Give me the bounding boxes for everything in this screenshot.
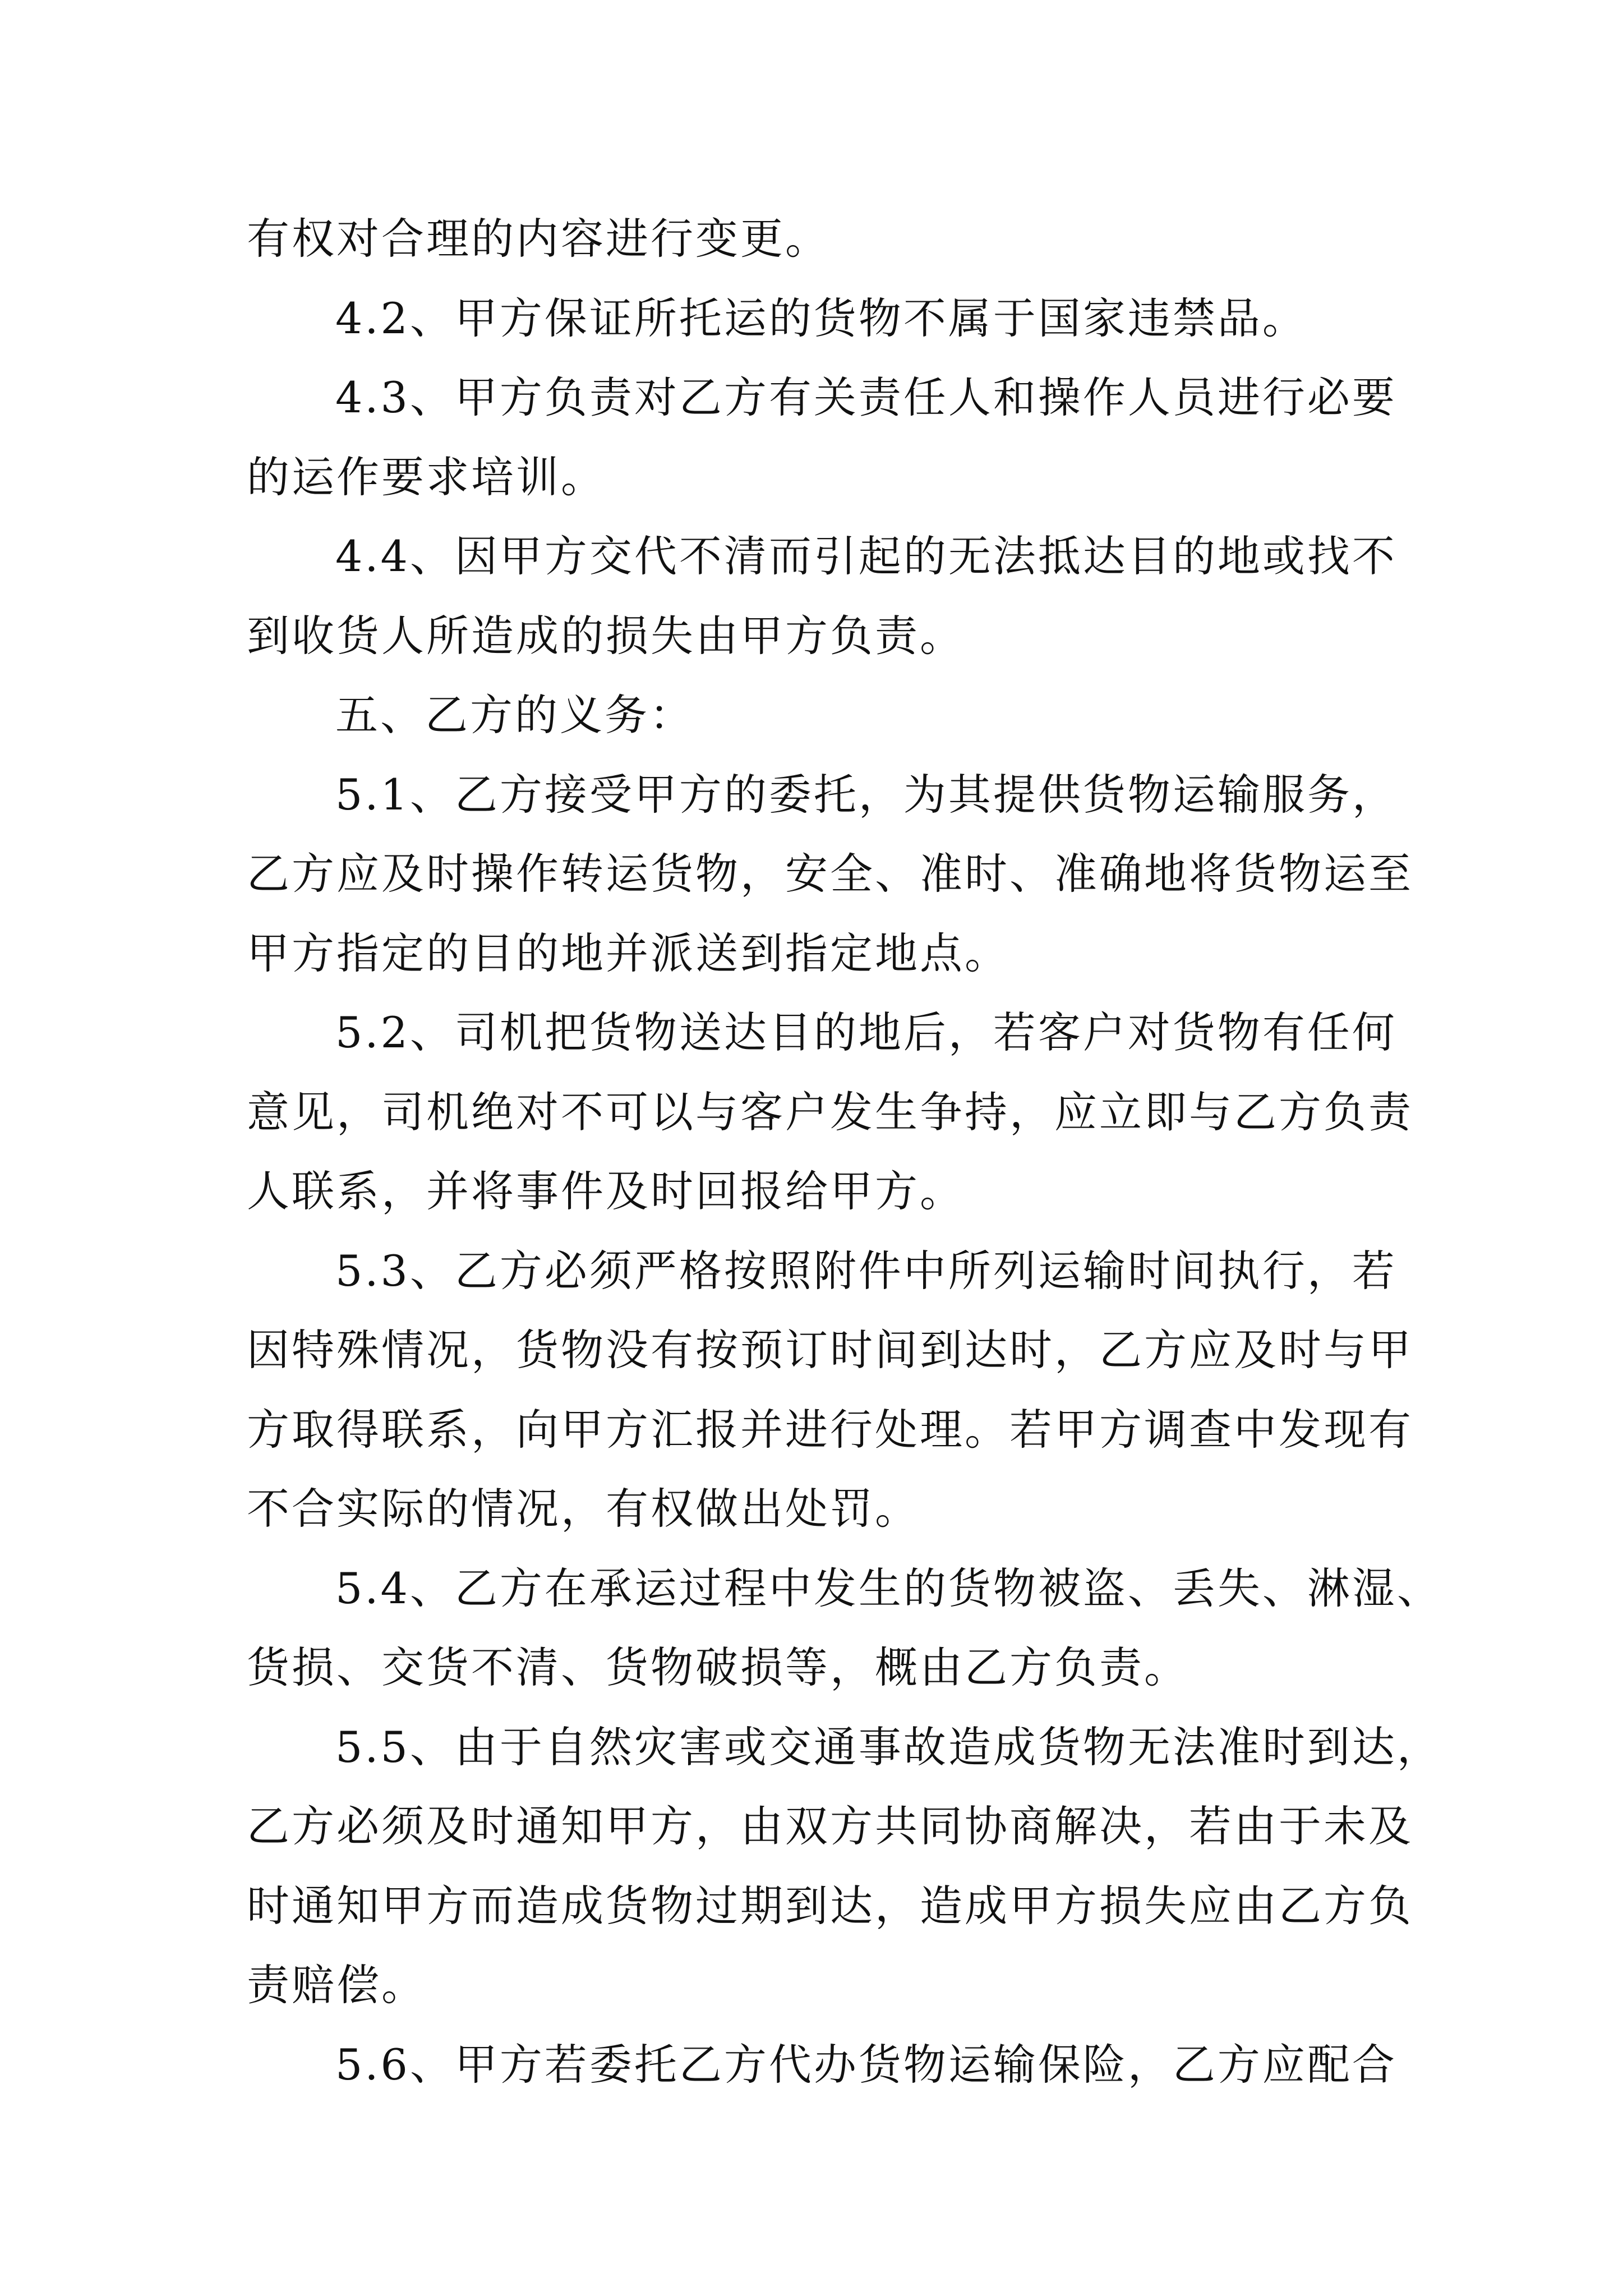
document-body [247, 199, 1442, 2104]
text-line: 4.2、甲方保证所托运的货物不属于国家违禁品。 [335, 293, 1307, 343]
text-line: 到收货人所造成的损失由甲方负责。 [247, 610, 965, 661]
text-line: 5.5、由于自然灾害或交通事故造成货物无法准时到达， [335, 1722, 1442, 1772]
text-line: 的运作要求培训。 [247, 452, 606, 502]
text-line: 时通知甲方而造成货物过期到达，造成甲方损失应由乙方负 [247, 1880, 1413, 1931]
text-line: 4.4、因甲方交代不清而引起的无法抵达目的地或找不 [335, 531, 1397, 581]
text-line: 意见，司机绝对不可以与客户发生争持，应立即与乙方负责 [247, 1087, 1413, 1137]
text-line: 不合实际的情况，有权做出处罚。 [247, 1484, 920, 1534]
text-line: 5.3、乙方必须严格按照附件中所列运输时间执行，若 [335, 1245, 1397, 1296]
text-line: 乙方必须及时通知甲方，由双方共同协商解决，若由于未及 [247, 1801, 1413, 1851]
text-line: 5.4、乙方在承运过程中发生的货物被盗、丢失、淋湿、 [335, 1563, 1442, 1613]
text-line: 4.3、甲方负责对乙方有关责任人和操作人员进行必要 [335, 372, 1397, 422]
text-line: 货损、交货不清、货物破损等，概由乙方负责。 [247, 1642, 1189, 1692]
text-line: 甲方指定的目的地并派送到指定地点。 [247, 928, 1009, 978]
text-line: 因特殊情况，货物没有按预订时间到达时，乙方应及时与甲 [247, 1325, 1413, 1375]
text-line: 人联系，并将事件及时回报给甲方。 [247, 1166, 965, 1216]
section-heading: 五、乙方的义务： [335, 690, 694, 740]
text-line: 有权对合理的内容进行变更。 [247, 214, 830, 264]
text-line: 5.1、乙方接受甲方的委托，为其提供货物运输服务， [335, 769, 1397, 820]
text-line: 方取得联系，向甲方汇报并进行处理。若甲方调查中发现有 [247, 1404, 1413, 1455]
text-line: 5.6、甲方若委托乙方代办货物运输保险，乙方应配合 [335, 2039, 1397, 2090]
text-line: 乙方应及时操作转运货物，安全、准时、准确地将货物运至 [247, 849, 1413, 899]
text-line: 责赔偿。 [247, 1960, 426, 2010]
text-line: 5.2、司机把货物送达目的地后，若客户对货物有任何 [335, 1007, 1397, 1057]
